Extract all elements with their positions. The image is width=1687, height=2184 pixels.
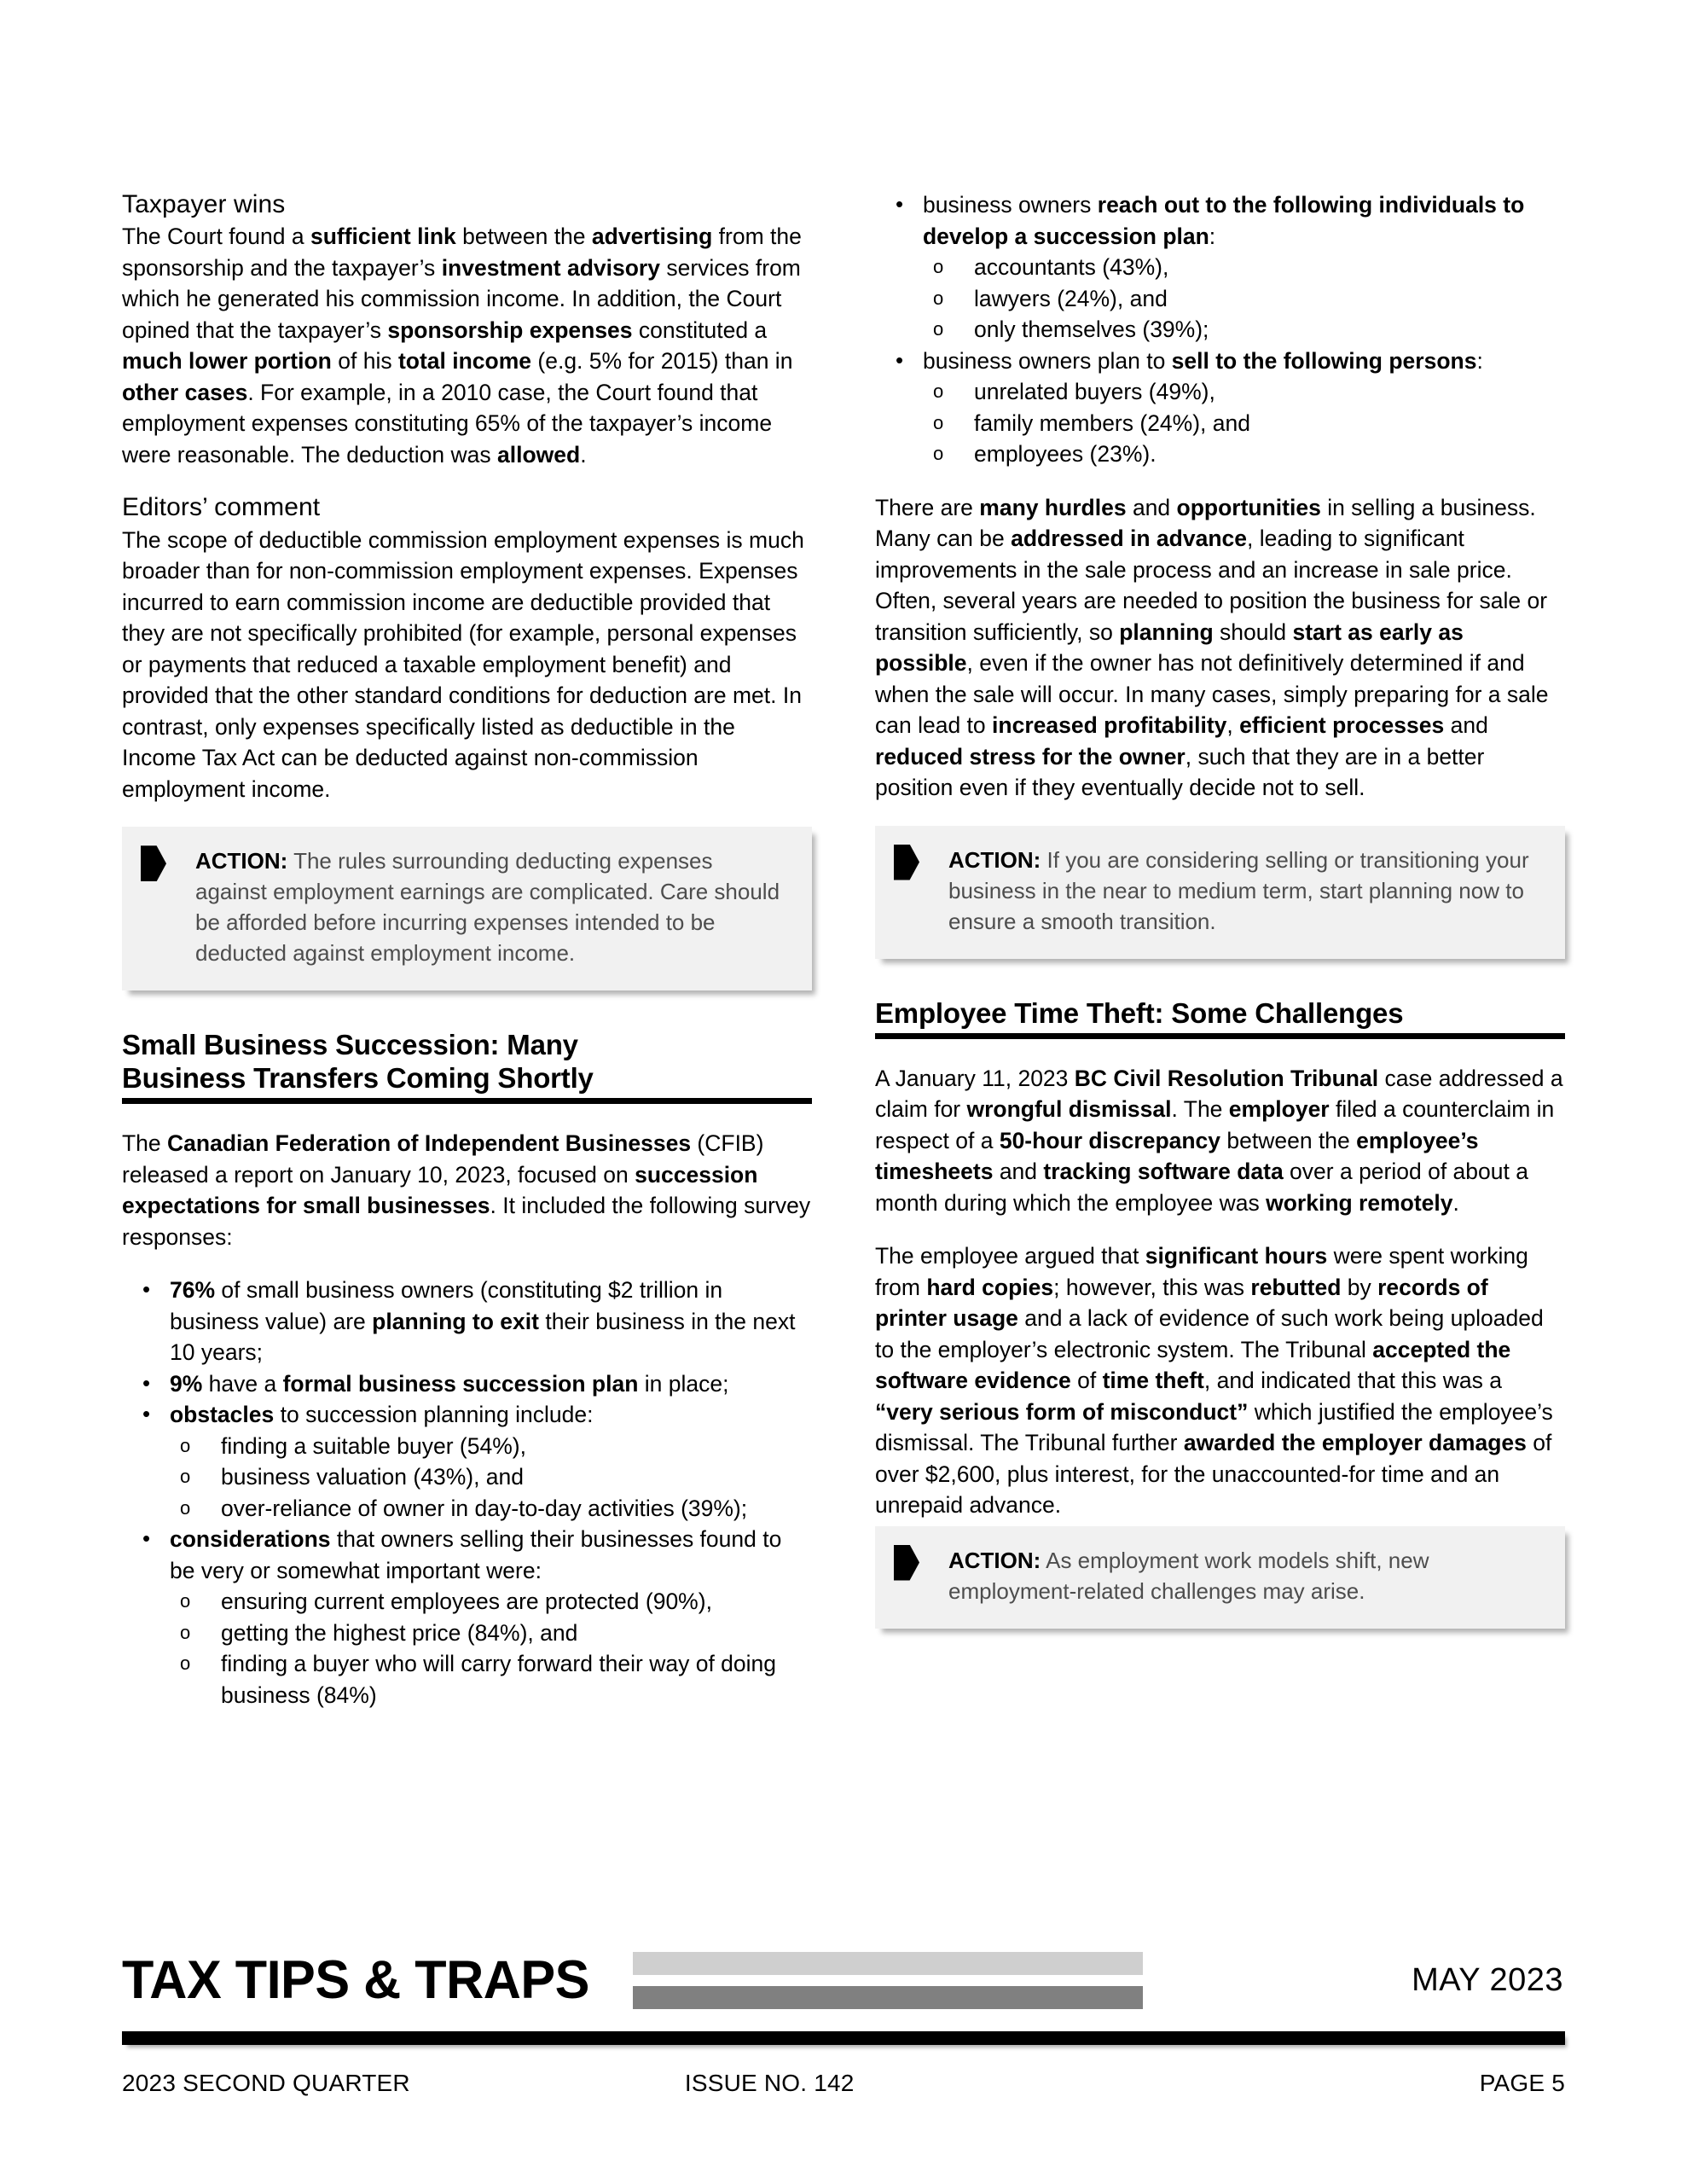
sub-list [170, 1431, 812, 1525]
sub-list-item-text: unrelated buyers (49%), [974, 379, 1215, 404]
footer-meta-row [122, 2070, 1565, 2097]
sub-list [923, 252, 1565, 346]
bullet-hollow-icon: o [180, 1434, 191, 1456]
action-callout-selling-transitioning [875, 826, 1565, 959]
bullet-hollow-icon: o [180, 1621, 191, 1643]
list-item-text: considerations that owners selling their businesses found to be very or somewhat important were: [170, 1526, 782, 1583]
action-callout-text [948, 845, 1543, 937]
bullet-hollow-icon: o [933, 256, 944, 277]
sub-list-item [923, 408, 1565, 439]
footer-masthead [122, 1940, 1565, 2020]
sub-list-item-text: only themselves (39%); [974, 317, 1209, 342]
sub-list-item [923, 252, 1565, 283]
list-item-text: 76% of small business owners (constituting $2 trillion in business value) are planning to exit their business in the next 10 years; [170, 1277, 796, 1366]
succession-heading-line-2: Business Transfers Coming Shortly [122, 1062, 594, 1095]
page-content [122, 189, 1565, 1733]
sub-list-item [170, 1648, 812, 1711]
list-item [875, 346, 1565, 470]
sub-list-item [170, 1493, 812, 1525]
list-item [875, 189, 1565, 346]
bullet-hollow-icon: o [180, 1653, 191, 1675]
publication-title: TAX TIPS & TRAPS [122, 1949, 589, 2010]
bullet-filled-icon: • [896, 191, 904, 217]
succession-intro-paragraph: The Canadian Federation of Independent Businesses (CFIB) released a report on January 10, 2023, focused on succession expectations for small businesses. It included the following survey responses: [122, 1130, 811, 1250]
sub-list-item-text: getting the highest price (84%), and [221, 1619, 578, 1646]
sub-list-item [170, 1618, 812, 1649]
action-callout-text [195, 845, 790, 968]
sub-list-item [170, 1431, 812, 1462]
list-item [122, 1368, 812, 1400]
sub-list-item [170, 1586, 812, 1618]
list-item [122, 1275, 812, 1368]
list-item-text: business owners plan to sell to the following persons: [923, 347, 1483, 374]
time-theft-paragraph-2: The employee argued that significant hours were spent working from hard copies; however, this was rebutted by records of printer usage and a lack of evidence of such work being uploaded to the employer’s electronic system. The Tribunal accepted the software evidence of time theft, and indicated that this was a “very serious form of misconduct” which justified the employee’s dismissal. The Tribunal further awarded the employer damages of over $2,600, plus interest, for the unaccounted-for time and an unrepaid advance. [875, 1243, 1553, 1518]
action-callout-text [948, 1545, 1543, 1606]
right-column [875, 189, 1565, 1733]
taxpayer-wins-paragraph: The Court found a sufficient link between the advertising from the sponsorship and the taxpayer’s investment advisory services from which he generated his commission income. In addition, the Court opined that the taxpayer’s sponsorship expenses constituted a much lower portion of his total income (e.g. 5% for 2015) than in other cases. For example, in a 2010 case, the Court found that employment expenses constituting 65% of the taxpayer’s income were reasonable. The deduction was allowed. [122, 224, 802, 468]
time-theft-paragraph-1: A January 11, 2023 BC Civil Resolution Tribunal case addressed a claim for wrongful dismissal. The employer filed a counterclaim in respect of a 50-hour discrepancy between the employee’s timesheets and tracking software data over a period of about a month during which the employee was working remotely. [875, 1065, 1563, 1216]
bullet-hollow-icon: o [933, 287, 944, 309]
footer-rule [122, 2031, 1565, 2045]
sub-list-item [923, 439, 1565, 470]
sub-list-item-text: ensuring current employees are protected (90%), [221, 1589, 712, 1615]
sub-list-item [170, 1461, 812, 1493]
footer-page-number: PAGE 5 [1479, 2070, 1565, 2096]
sub-list-item-text: over-reliance of owner in day-to-day activities (39%); [221, 1495, 748, 1521]
sub-list-item-text: employees (23%). [974, 441, 1157, 467]
bullet-filled-icon: • [142, 1525, 151, 1552]
sub-list-item-text: business valuation (43%), and [221, 1464, 525, 1490]
footer-bar-light [633, 1952, 1143, 1975]
list-item-text: business owners reach out to the following individuals to develop a succession plan: [923, 192, 1525, 249]
sub-list [170, 1586, 812, 1711]
sub-list-item-text: family members (24%), and [974, 410, 1250, 436]
page-footer [122, 1940, 1565, 2097]
sub-list-item [923, 376, 1565, 408]
taxpayer-wins-heading: Taxpayer wins [122, 190, 286, 218]
issue-date: MAY 2023 [1412, 1961, 1563, 1998]
sub-list [923, 376, 1565, 470]
bullet-filled-icon: • [142, 1369, 151, 1396]
arrow-right-icon [894, 845, 919, 880]
action-label: ACTION: [948, 846, 1041, 873]
succession-bullet-list [122, 1275, 812, 1711]
time-theft-heading: Employee Time Theft: Some Challenges [875, 996, 1404, 1029]
action-callout-work-models [875, 1526, 1565, 1629]
action-label: ACTION: [948, 1547, 1041, 1573]
arrow-right-icon [141, 845, 166, 881]
sub-list-item-text: finding a suitable buyer (54%), [221, 1432, 526, 1459]
bullet-hollow-icon: o [933, 380, 944, 402]
sub-list-item-text: finding a buyer who will carry forward their way of doing business (84%) [221, 1651, 777, 1708]
left-column [122, 189, 812, 1733]
action-label: ACTION: [195, 848, 288, 874]
footer-issue-number: ISSUE NO. 142 [684, 2070, 855, 2096]
succession-heading [122, 1028, 812, 1098]
footer-decorative-bars [633, 1952, 1412, 2009]
bullet-filled-icon: • [142, 1401, 151, 1427]
action-callout-deducting-expenses [122, 827, 812, 990]
bullet-hollow-icon: o [933, 411, 944, 433]
action-body: As employment work models shift, new employment-related challenges may arise. [948, 1547, 1429, 1604]
action-body: The rules surrounding deducting expenses against employment earnings are complicated. Care should be afforded before incurring expenses intended to be deducted against employment income. [195, 848, 780, 967]
list-item-text: 9% have a formal business succession plan in place; [170, 1370, 729, 1397]
succession-closing-paragraph: There are many hurdles and opportunities in selling a business. Many can be addressed in advance, leading to significant improvements in the sale process and an increase in sale price. Often, several years are needed to position the business for sale or transition sufficiently, so planning should start as early as possible, even if the owner has not definitively determined if and when the sale will occur. In many cases, simply preparing for a sale can lead to increased profitability, efficient processes and reduced stress for the owner, such that they are in a better position even if they eventually decide not to sell. [875, 494, 1549, 800]
bullet-filled-icon: • [896, 346, 904, 373]
succession-bullet-list-continued [875, 189, 1565, 470]
bullet-hollow-icon: o [180, 1590, 191, 1612]
list-item [122, 1524, 812, 1711]
time-theft-heading-rule [875, 1033, 1565, 1039]
sub-list-item-text: lawyers (24%), and [974, 285, 1168, 311]
employee-time-theft-section [875, 996, 1565, 1521]
sub-list-item-text: accountants (43%), [974, 254, 1169, 280]
arrow-right-icon [894, 1545, 919, 1581]
editors-comment-heading: Editors’ comment [122, 493, 321, 522]
footer-bar-dark [633, 1986, 1143, 2009]
small-business-succession-section [122, 1028, 812, 1711]
succession-heading-line-1: Small Business Succession: Many [122, 1029, 578, 1061]
bullet-hollow-icon: o [180, 1466, 191, 1488]
action-body: If you are considering selling or transitioning your business in the near to medium term, start planning now to ensure a smooth transition. [948, 846, 1529, 934]
list-item [122, 1399, 812, 1524]
succession-heading-rule [122, 1098, 812, 1104]
bullet-filled-icon: • [142, 1276, 151, 1303]
bullet-hollow-icon: o [933, 443, 944, 464]
sub-list-item [923, 314, 1565, 346]
bullet-hollow-icon: o [180, 1496, 191, 1519]
footer-quarter: 2023 SECOND QUARTER [122, 2070, 410, 2096]
editors-comment-paragraph: The scope of deductible commission employment expenses is much broader than for non-commission employment expenses. Expenses incurred to earn commission income are deductible provided that they are not specifically prohibited (for example, personal expenses or payments that reduced a taxable employment benefit) and provided that the other standard conditions for deduction are met. In contrast, only expenses specifically listed as deductible in the Income Tax Act can be deducted against non-commission employment income. [122, 526, 804, 802]
bullet-hollow-icon: o [933, 318, 944, 340]
sub-list-item [923, 283, 1565, 315]
list-item-text: obstacles to succession planning include: [170, 1402, 594, 1428]
